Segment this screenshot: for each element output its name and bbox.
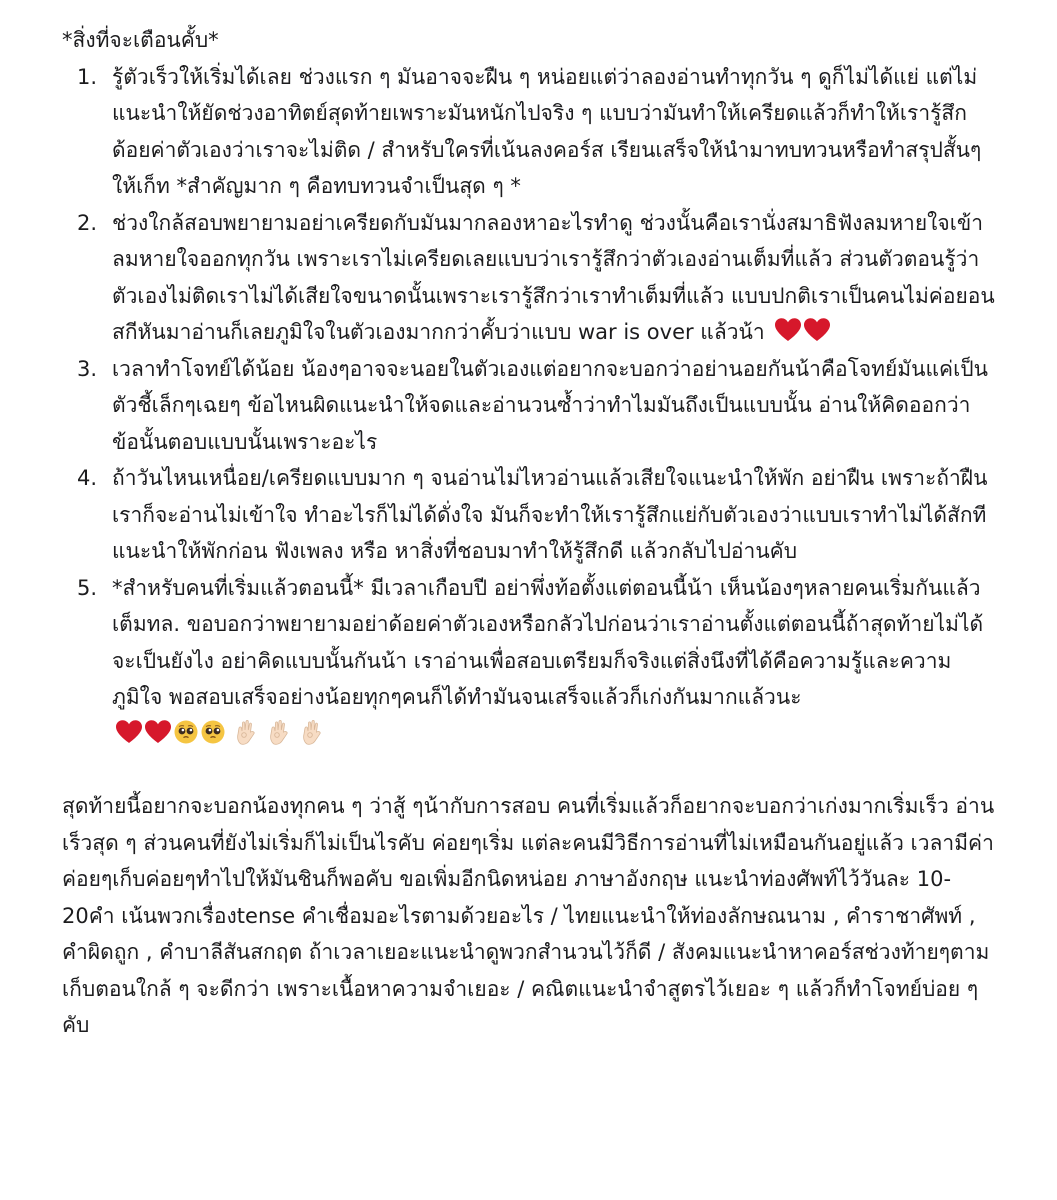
red-heart-icon xyxy=(116,720,142,744)
list-item xyxy=(77,59,997,205)
red-heart-icon xyxy=(804,318,830,342)
list-item-number: 5. xyxy=(77,575,98,600)
list-item-text: เวลาทำโจทย์ได้น้อย น้องๆอาจจะนอยในตัวเองแต่อยากจะบอกว่าอย่านอยกันน้าคือโจทย์มันแค่เป็นตัวชี้เล็กๆเฉยๆ ข้อไหนผิดแนะนำให้จดและอ่านวนซ้ำว่าทำไมมันถึงเป็นแบบนั้น อ่านให้คิดออกว่าข้อนั้นตอบแบบนั้นเพราะอะไร xyxy=(112,356,988,454)
list-item-text: *สำหรับคนที่เริ่มแล้วตอนนี้* มีเวลาเกือบปี อย่าพึ่งท้อตั้งแต่ตอนนี้น้า เห็นน้องๆหลายคนเริ่มกันแล้วเต็มทล. ขอบอกว่าพยายามอย่าด้อยค่าตัวเองหรือกลัวไปก่อนว่าเราอ่านตั้งแต่ตอนนี้ถ้าสุดท้ายไม่ได้จะเป็นยังไง อย่าคิดแบบนั้นกันน้า เราอ่านเพื่อสอบเตรียมก็จริงแต่สิ่งนึงที่ได้คือความรู้และความภูมิใจ พอสอบเสร็จอย่างน้อยทุกๆคนก็ได้ทำมันจนเสร็จแล้วก็เก่งกันมากแล้วนะ xyxy=(112,575,984,709)
list-item xyxy=(77,460,997,570)
list-item xyxy=(77,351,997,461)
list-item-text: ถ้าวันไหนเหนื่อย/เครียดแบบมาก ๆ จนอ่านไม่ไหวอ่านแล้วเสียใจแนะนำให้พัก อย่าฝืน เพราะถ้าฝืนเราก็จะอ่านไม่เข้าใจ ทำอะไรก็ไม่ได้ดั่งใจ มันก็จะทำให้เรารู้สึกแย่กับตัวเองว่าแบบเราทำไม่ได้สักที แนะนำให้พักก่อน ฟังเพลง หรือ หาสิ่งที่ชอบมาทำให้รู้สึกดี แล้วกลับไปอ่านคับ xyxy=(112,466,988,563)
ok-hand-icon xyxy=(300,719,324,745)
list-item xyxy=(77,205,997,351)
document-heading: *สิ่งที่จะเตือนคั้บ* xyxy=(62,28,219,52)
summary-paragraph: สุดท้ายนี้อยากจะบอกน้องทุกคน ๆ ว่าสู้ ๆน้ากับการสอบ คนที่เริ่มแล้วก็อยากจะบอกว่าเก่งมากเริ่มเร็ว อ่านเร็วสุด ๆ ส่วนคนที่ยังไม่เริ่มก็ไม่เป็นไรคับ ค่อยๆเริ่ม แต่ละคนมีวิธีการอ่านที่ไม่เหมือนกันอยู่แล้ว เวลามีค่าค่อยๆเก็บค่อยๆทำไปให้มันชินก็พอคับ ขอเพิ่มอีกนิดหน่อย ภาษาอังกฤษ แนะนำท่องศัพท์ไว้วันละ 10-20คำ เน้นพวกเรื่องtense คำเชื่อมอะไรตามด้วยอะไร / ไทยแนะนำให้ท่องลักษณนาม , คำราชาศัพท์ , คำผิดถูก , คำบาลีสันสกฤต ถ้าเวลาเยอะแนะนำดูพวกสำนวนไว้ก็ดี / สังคมแนะนำหาคอร์สช่วงท้ายๆตามเก็บตอนใกล้ ๆ จะดีกว่า เพราะเนื้อหาความจำเยอะ / คณิตแนะนำจำสูตรไว้เยอะ ๆ แล้วก็ทำโจทย์บ่อย ๆ คับ xyxy=(62,794,995,1037)
emoji-group xyxy=(116,719,324,745)
emoji-group xyxy=(775,318,830,342)
red-heart-icon xyxy=(775,318,801,342)
list-item-number: 4. xyxy=(77,466,98,490)
ok-hand-icon xyxy=(234,719,258,745)
list-item-number: 3. xyxy=(77,356,98,381)
tips-list xyxy=(62,59,997,753)
red-heart-icon xyxy=(145,720,171,744)
list-item-number: 1. xyxy=(77,64,98,89)
list-item xyxy=(77,570,997,753)
list-item-text: รู้ตัวเร็วให้เริ่มได้เลย ช่วงแรก ๆ มันอาจจะฝืน ๆ หน่อยแต่ว่าลองอ่านทำทุกวัน ๆ ดูก็ไม่ได้แย่ แต่ไม่แนะนำให้ยัดช่วงอาทิตย์สุดท้ายเพราะมันหนักไปจริง ๆ แบบว่ามันทำให้เครียดแล้วก็ทำให้เรารู้สึกด้อยค่าตัวเองว่าเราจะไม่ติด / สำหรับใครที่เน้นลงคอร์ส เรียนเสร็จให้นำมาทบทวนหรือทำสรุปสั้นๆให้เก็ท *สำคัญมาก ๆ คือทบทวนจำเป็นสุด ๆ * xyxy=(112,64,982,198)
pleading-face-icon xyxy=(174,720,198,744)
list-item-text: ช่วงใกล้สอบพยายามอย่าเครียดกับมันมากลองหาอะไรทำดู ช่วงนั้นคือเรานั่งสมาธิฟังลมหายใจเข้าลมหายใจออกทุกวัน เพราะเราไม่เครียดเลยแบบว่าเรารู้สึกว่าตัวเองอ่านเต็มที่แล้ว ส่วนตัวตอนรู้ว่าตัวเองไม่ติดเราไม่ได้เสียใจขนาดนั้นเพราะเรารู้สึกว่าเราทำเต็มที่แล้ว แบบปกติเราเป็นคนไม่ค่อยอนสกีหันมาอ่านก็เลยภูมิใจในตัวเองมากกว่าคั้บว่าแบบ war is over แล้วน้า xyxy=(112,210,995,344)
ok-hand-icon xyxy=(267,719,291,745)
pleading-face-icon xyxy=(201,720,225,744)
list-item-number: 2. xyxy=(77,210,98,235)
